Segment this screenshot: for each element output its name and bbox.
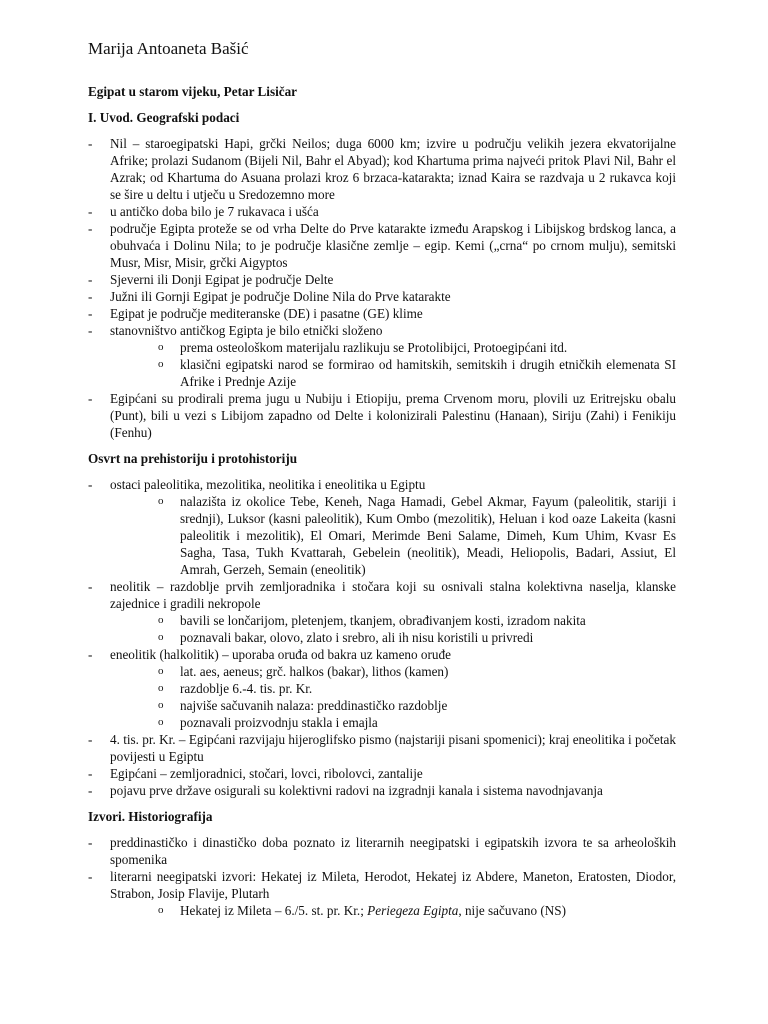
- sub-list: [110, 339, 676, 390]
- list-item: [88, 578, 676, 646]
- sub-list: [110, 663, 676, 731]
- circle-bullet-marker: o: [158, 682, 164, 694]
- sub-item-text: prema osteološkom materijalu razlikuju se Protolibijci, Protoegipćani itd.: [180, 340, 568, 355]
- sub-list-item: [158, 680, 676, 697]
- dash-bullet-marker: -: [88, 835, 93, 850]
- list-item: [88, 765, 676, 782]
- sub-list-item: [158, 493, 676, 578]
- list-item-text: pojavu prve države osigurali su kolektivni radovi na izgradnji kanala i sistema navodnjavanja: [110, 783, 603, 798]
- list-item: [88, 782, 676, 799]
- dash-bullet-marker: -: [88, 272, 93, 287]
- list-item: [88, 135, 676, 203]
- list-item-text: preddinastičko i dinastičko doba poznato iz literarnih neegipatski i egipatskih izvora te sa arheoloških spomenika: [110, 835, 676, 867]
- sub-list-item: [158, 902, 676, 919]
- dash-bullet-marker: -: [88, 766, 93, 781]
- dash-bullet-marker: -: [88, 732, 93, 747]
- dash-bullet-marker: -: [88, 323, 93, 338]
- sub-item-text: razdoblje 6.-4. tis. pr. Kr.: [180, 681, 313, 696]
- document-body: [88, 109, 676, 919]
- author-name: Marija Antoaneta Bašić: [88, 39, 249, 58]
- circle-bullet-marker: o: [158, 699, 164, 711]
- sub-list: [110, 612, 676, 646]
- list-item-text: Egipćani – zemljoradnici, stočari, lovci, ribolovci, zantalije: [110, 766, 423, 781]
- list-item: [88, 203, 676, 220]
- list-item: [88, 305, 676, 322]
- list-item: [88, 834, 676, 868]
- sub-list-item: [158, 612, 676, 629]
- list-item: [88, 390, 676, 441]
- sub-item-text: najviše sačuvanih nalaza: preddinastičko razdoblje: [180, 698, 448, 713]
- sub-item-text: poznavali proizvodnju stakla i emajla: [180, 715, 378, 730]
- dash-bullet-marker: -: [88, 579, 93, 594]
- sub-item-text: poznavali bakar, olovo, zlato i srebro, ali ih nisu koristili u privredi: [180, 630, 534, 645]
- sub-item-text: lat. aes, aeneus; grč. halkos (bakar), lithos (kamen): [180, 664, 449, 679]
- circle-bullet-marker: o: [158, 358, 164, 370]
- list-item-text: neolitik – razdoblje prvih zemljoradnika i stočara koji su osnivali stalna kolektivna naselja, klanske zajednice i gradili nekropole: [110, 579, 676, 611]
- dash-bullet-marker: -: [88, 783, 93, 798]
- sub-list-item: [158, 629, 676, 646]
- sub-list: [110, 493, 676, 578]
- sub-item-text: , nije sačuvano (NS): [458, 903, 567, 918]
- circle-bullet-marker: o: [158, 716, 164, 728]
- list-item: [88, 868, 676, 919]
- circle-bullet-marker: o: [158, 495, 164, 507]
- list-item-text: Egipćani su prodirali prema jugu u Nubiju i Etiopiju, prema Crvenom moru, plovili uz Eritrejsku obalu (Punt), bili u vezi s Libijom zapadno od Delte i kolonizirali Palestinu (Hanaan), Siriju (Zahi) i Fenikiju (Fenhu): [110, 391, 676, 440]
- dash-bullet-marker: -: [88, 647, 93, 662]
- list-item: [88, 731, 676, 765]
- circle-bullet-marker: o: [158, 341, 164, 353]
- list-item: [88, 646, 676, 731]
- list-item-text: područje Egipta proteže se od vrha Delte do Prve katarakte između Arapskog i Libijskog brdskog lanca, a obuhvaća i Dolinu Nila; to je područje klasične zemlje – egip. Kemi („crna“ po crnom mulju), semitski Musr, Misr, Misir, grčki Aigyptos: [110, 221, 676, 270]
- dash-bullet-marker: -: [88, 136, 93, 151]
- bullet-list: [88, 135, 676, 441]
- dash-bullet-marker: -: [88, 477, 93, 492]
- section-heading: Izvori. Historiografija: [88, 809, 213, 824]
- dash-bullet-marker: -: [88, 221, 93, 236]
- sub-item-text: Hekatej iz Mileta – 6./5. st. pr. Kr.;: [180, 903, 368, 918]
- sub-list-item: [158, 663, 676, 680]
- list-item-text: Južni ili Gornji Egipat je područje Doline Nila do Prve katarakte: [110, 289, 451, 304]
- sub-list-item: [158, 356, 676, 390]
- list-item-text: Nil – staroegipatski Hapi, grčki Neilos; duga 6000 km; izvire u području velikih jezera ekvatorijalne Afrike; prolazi Sudanom (Bijeli Nil, Bahr el Abyad); kod Khartuma prima najveći pritok Plavi Nil, Bahr el Azrak; od Khartuma do Asuana prolazi kroz 6 brzaca-katarakta; iznad Kaira se razdvaja u 2 rukavca koji se šire u deltu i utječu u Sredozemno more: [110, 136, 676, 202]
- dash-bullet-marker: -: [88, 306, 93, 321]
- sub-list: [110, 902, 676, 919]
- sub-list-item: [158, 697, 676, 714]
- list-item-text: Egipat je područje mediteranske (DE) i pasatne (GE) klime: [110, 306, 423, 321]
- list-item: [88, 271, 676, 288]
- list-item: [88, 322, 676, 390]
- bullet-list: [88, 476, 676, 799]
- sub-item-text: bavili se lončarijom, pletenjem, tkanjem, obrađivanjem kosti, izradom nakita: [180, 613, 586, 628]
- document-title: Egipat u starom vijeku, Petar Lisičar: [88, 84, 298, 99]
- list-item-text: stanovništvo antičkog Egipta je bilo etnički složeno: [110, 323, 383, 338]
- sub-item-text: nalazišta iz okolice Tebe, Keneh, Naga Hamadi, Gebel Akmar, Fayum (paleolitik, stariji i srednji), Luksor (kasni paleolitik), Kum Ombo (mezolitik), Heluan i kod oaze Lakeita (kasni paleolitik i mezolitik), El Omari, Merimde Beni Salame, Dimeh, Kum Uhim, Kvasr Es Sagha, Tasa, Tukh Kvattarah, Gebelein (neolitik), Meadi, Heliopolis, Badari, Assiut, El Amrah, Gerzeh, Semain (eneolitik): [180, 494, 676, 577]
- list-item-text: literarni neegipatski izvori: Hekatej iz Mileta, Herodot, Hekatej iz Abdere, Maneton, Eratosten, Diodor, Strabon, Josip Flavije, Plutarh: [110, 869, 676, 901]
- list-item-text: eneolitik (halkolitik) – uporaba oruđa od bakra uz kameno oruđe: [110, 647, 451, 662]
- document-page: [88, 38, 676, 928]
- dash-bullet-marker: -: [88, 391, 93, 406]
- sub-list-item: [158, 714, 676, 731]
- list-item: [88, 476, 676, 578]
- section-heading: I. Uvod. Geografski podaci: [88, 110, 240, 125]
- list-item-text: Sjeverni ili Donji Egipat je područje Delte: [110, 272, 334, 287]
- circle-bullet-marker: o: [158, 904, 164, 916]
- list-item-text: u antičko doba bilo je 7 rukavaca i ušća: [110, 204, 319, 219]
- circle-bullet-marker: o: [158, 665, 164, 677]
- list-item: [88, 288, 676, 305]
- section-heading: Osvrt na prehistoriju i protohistoriju: [88, 451, 298, 466]
- list-item: [88, 220, 676, 271]
- list-item-text: ostaci paleolitika, mezolitika, neolitika i eneolitika u Egiptu: [110, 477, 426, 492]
- dash-bullet-marker: -: [88, 289, 93, 304]
- sub-item-text: klasični egipatski narod se formirao od hamitskih, semitskih i drugih etničkih elemenata SI Afrike i Prednje Azije: [180, 357, 676, 389]
- circle-bullet-marker: o: [158, 614, 164, 626]
- bullet-list: [88, 834, 676, 919]
- sub-item-italic-title: Periegeza Egipta: [367, 903, 459, 918]
- sub-list-item: [158, 339, 676, 356]
- dash-bullet-marker: -: [88, 869, 93, 884]
- dash-bullet-marker: -: [88, 204, 93, 219]
- circle-bullet-marker: o: [158, 631, 164, 643]
- list-item-text: 4. tis. pr. Kr. – Egipćani razvijaju hijeroglifsko pismo (najstariji pisani spomenici); kraj eneolitika i početak povijesti u Egiptu: [110, 732, 676, 764]
